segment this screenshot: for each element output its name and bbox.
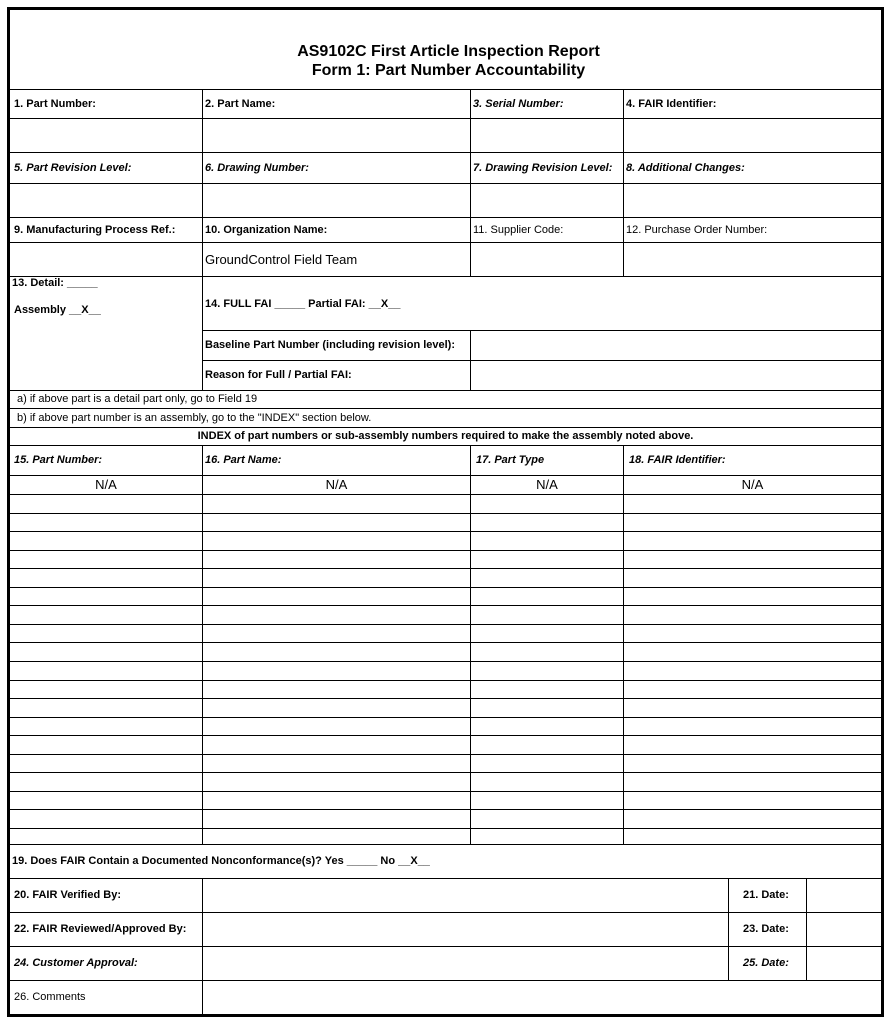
index-fair-identifier-header: 18. FAIR Identifier: bbox=[629, 454, 726, 466]
reason-label: Reason for Full / Partial FAI: bbox=[205, 369, 352, 381]
index-row-divider bbox=[10, 698, 881, 699]
fair-reviewed-approved-by-label: 22. FAIR Reviewed/Approved By: bbox=[14, 923, 187, 935]
part-name-field[interactable] bbox=[203, 119, 470, 152]
drawing-number-field[interactable] bbox=[203, 184, 470, 217]
fai-type-label: 14. FULL FAI _____ Partial FAI: __X__ bbox=[205, 298, 401, 310]
index-row-part-name[interactable]: N/A bbox=[325, 477, 348, 492]
purchase-order-number-label: 12. Purchase Order Number: bbox=[626, 224, 768, 236]
index-part-name-header: 16. Part Name: bbox=[205, 454, 282, 466]
fair-verified-by-label: 20. FAIR Verified By: bbox=[14, 889, 121, 901]
fair-identifier-field[interactable] bbox=[624, 119, 881, 152]
additional-changes-field[interactable] bbox=[624, 184, 881, 217]
index-row-divider bbox=[10, 661, 881, 662]
part-revision-level-label: 5. Part Revision Level: bbox=[14, 162, 132, 174]
reason-field[interactable] bbox=[471, 361, 881, 390]
fair-identifier-label: 4. FAIR Identifier: bbox=[626, 98, 717, 110]
index-row-part-number[interactable]: N/A bbox=[95, 477, 117, 492]
assembly-label: Assembly __X__ bbox=[14, 304, 101, 316]
index-row-divider bbox=[10, 513, 881, 514]
index-row-divider bbox=[10, 791, 881, 792]
part-name-label: 2. Part Name: bbox=[205, 98, 276, 110]
index-row-divider bbox=[10, 754, 881, 755]
index-part-type-header: 17. Part Type bbox=[476, 454, 545, 466]
customer-approval-date-field[interactable] bbox=[807, 947, 881, 980]
fair-reviewed-approved-by-field[interactable] bbox=[203, 913, 728, 946]
organization-name-value[interactable]: GroundControl Field Team bbox=[205, 252, 358, 267]
baseline-part-number-field[interactable] bbox=[471, 331, 881, 360]
reviewed-date-field[interactable] bbox=[807, 913, 881, 946]
index-row-divider bbox=[10, 772, 881, 773]
serial-number-field[interactable] bbox=[471, 119, 623, 152]
note-b: b) if above part number is an assembly, go to the "INDEX" section below. bbox=[17, 412, 372, 424]
detail-label: 13. Detail: _____ bbox=[12, 277, 98, 289]
nonconformance-question: 19. Does FAIR Contain a Documented Nonconformance(s)? Yes _____ No __X__ bbox=[12, 855, 430, 867]
form-title: AS9102C First Article Inspection Report bbox=[297, 43, 600, 60]
organization-name-label: 10. Organization Name: bbox=[205, 224, 328, 236]
drawing-revision-level-label: 7. Drawing Revision Level: bbox=[473, 162, 613, 174]
index-row-divider bbox=[10, 605, 881, 606]
baseline-part-number-label: Baseline Part Number (including revision level): bbox=[205, 339, 456, 351]
comments-label: 26. Comments bbox=[14, 991, 86, 1003]
drawing-revision-level-field[interactable] bbox=[471, 184, 623, 217]
index-row-divider bbox=[10, 735, 881, 736]
index-row-divider bbox=[10, 494, 881, 495]
index-row-divider bbox=[10, 568, 881, 569]
index-row-divider bbox=[10, 828, 881, 829]
index-row-part-type[interactable]: N/A bbox=[536, 477, 558, 492]
purchase-order-number-field[interactable] bbox=[624, 243, 881, 276]
supplier-code-label: 11. Supplier Code: bbox=[473, 224, 564, 236]
part-number-field[interactable] bbox=[10, 119, 202, 152]
part-number-label: 1. Part Number: bbox=[14, 98, 96, 110]
customer-approval-label: 24. Customer Approval: bbox=[14, 957, 138, 969]
index-row-divider bbox=[10, 587, 881, 588]
note-a: a) if above part is a detail part only, go to Field 19 bbox=[17, 393, 258, 405]
comments-field[interactable] bbox=[203, 981, 881, 1014]
reviewed-date-label: 23. Date: bbox=[743, 923, 789, 935]
serial-number-label: 3. Serial Number: bbox=[473, 98, 564, 110]
supplier-code-field[interactable] bbox=[471, 243, 623, 276]
index-row-divider bbox=[10, 680, 881, 681]
index-row-divider bbox=[10, 624, 881, 625]
index-row-divider bbox=[10, 809, 881, 810]
drawing-number-label: 6. Drawing Number: bbox=[205, 162, 309, 174]
index-header: INDEX of part numbers or sub-assembly numbers required to make the assembly noted above. bbox=[197, 430, 694, 442]
customer-approval-field[interactable] bbox=[203, 947, 728, 980]
index-row-divider bbox=[10, 642, 881, 643]
form-subtitle: Form 1: Part Number Accountability bbox=[311, 62, 586, 79]
index-part-number-header: 15. Part Number: bbox=[14, 454, 103, 466]
index-row-divider bbox=[10, 717, 881, 718]
index-row-fair-identifier[interactable]: N/A bbox=[741, 477, 764, 492]
form-frame bbox=[7, 7, 884, 1017]
additional-changes-label: 8. Additional Changes: bbox=[626, 162, 745, 174]
manufacturing-process-ref-label: 9. Manufacturing Process Ref.: bbox=[14, 224, 176, 236]
fair-verified-by-field[interactable] bbox=[203, 879, 728, 912]
verified-date-label: 21. Date: bbox=[743, 889, 789, 901]
customer-approval-date-label: 25. Date: bbox=[743, 957, 789, 969]
verified-date-field[interactable] bbox=[807, 879, 881, 912]
part-revision-level-field[interactable] bbox=[10, 184, 202, 217]
index-row-divider bbox=[10, 531, 881, 532]
index-row-divider bbox=[10, 550, 881, 551]
